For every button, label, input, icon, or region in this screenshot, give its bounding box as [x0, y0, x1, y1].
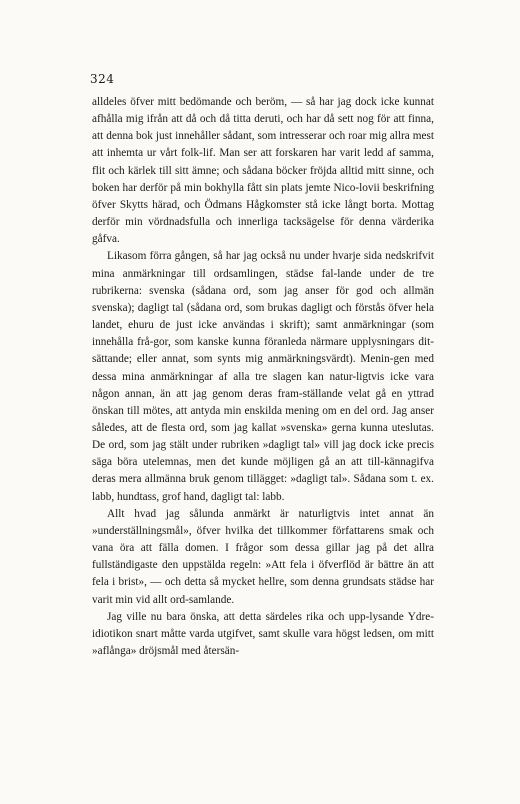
paragraph-3: Allt hvad jag sålunda anmärkt är naturligtvis intet annat än »underställningsmål», öfver hvilka det tillkommer författarens smak och vana öra att fälla domen. I frågor som dessa gillar jag på det allra fullständigaste den uppstälda regeln: »Att fela i öfverflöd är bättre än att fela i brist», — och detta så mycket hellre, som denna grundsats städse har varit min vid allt ord-samlande.	[92, 507, 434, 606]
paragraph-2: Likasom förra gången, så har jag också nu under hvarje sida nedskrifvit mina anmärkningar till ordsamlingen, städse fal-lande under de tre rubrikerna: svenska (sådana ord, som jag anser för god och allmän svenska); dagligt tal (sådana ord, som brukas dagligt och förstås öfver hela landet, ehuru de just icke användas i skrift); samt anmärkningar (som innehålla frå-gor, som kanske kunna föranleda närmare upplysningars dit-sättande; eller annat, som synts mig anmärkningsvärdt). Menin-gen med dessa mina anmärkningar af alla tre slagen kan natur-ligtvis icke vara någon annan, än att jag genom deras fram-ställande velat gå en yttrad önskan till mötes, att antyda min enskilda mening om en del ord. Jag anser således, att de flesta ord, som jag kallat »svenska» gerna kunna uteslutas. De ord, som jag stält under rubriken »dagligt tal» vill jag dock icke precis säga böra utelemnas, men det kunde möjligen gå an att till-kännagifva deras mera allmänna bruk genom tillägget: »dagligt tal». Sådana som t. ex. labb, hundtass, grof hand, dagligt tal: labb.	[92, 250, 434, 503]
page-number: 324	[90, 72, 115, 86]
page-body	[92, 94, 434, 660]
paragraph-1: alldeles öfver mitt bedömande och beröm, — så har jag dock icke kunnat afhålla mig ifrån att då och då titta deruti, och har då sett nog för att finna, att denna bok just innehåller sådant, som intresserar och roar mig allra mest att inhemta ur vårt folk-lif. Man ser att forskaren har varit ledd af samma, flit och kärlek till sitt ämne; och sådana böcker fröjda alltid mitt sinne, och boken har derför på min bokhylla fått sin plats jemte Nico-lovii beskrifning öfver Skytts härad, och Ödmans Hågkomster stå icke långt borta. Mottag derför min vördnadsfulla och innerliga tacksägelse för denna värderika gåfva.	[92, 96, 434, 246]
paragraph-4: Jag ville nu bara önska, att detta särdeles rika och upp-lysande Ydre-idiotikon snart måtte varda utgifvet, samt skulle vara högst ledsen, om mitt »aflånga» dröjsmål med återsän-	[92, 610, 434, 657]
